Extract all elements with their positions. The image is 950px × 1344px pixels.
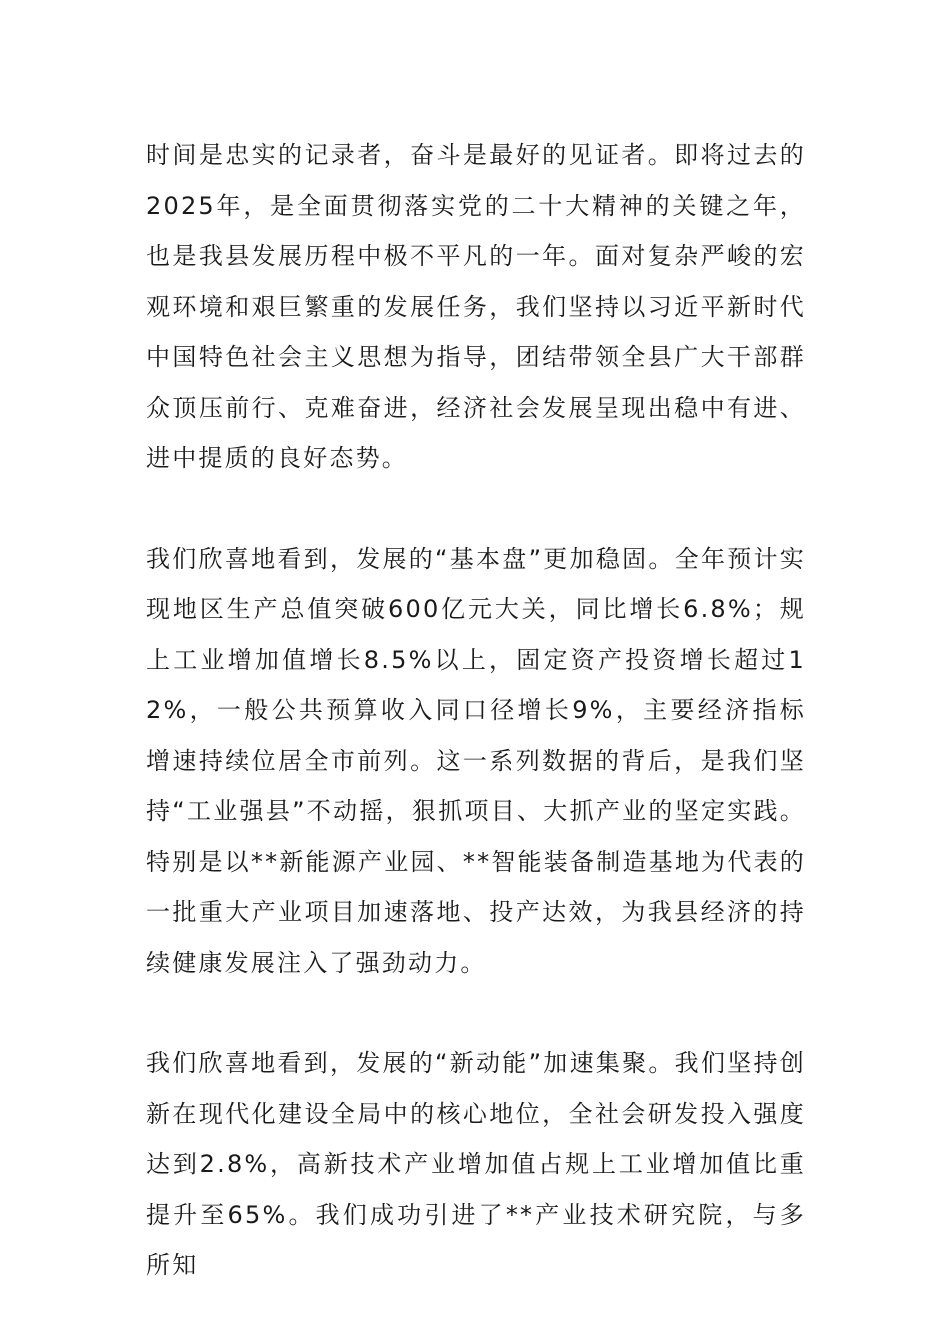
paragraph-economic-base: 我们欣喜地看到，发展的“基本盘”更加稳固。全年预计实现地区生产总值突破600亿元大关，同比增长6.8%；规上工业增加值增长8.5%以上，固定资产投资增长超过12%，一般公共预算收入同口径增长9%，主要经济指标增速持续位居全市前列。这一系列数据的背后，是我们坚持“工业强县”不动摇，狠抓项目、大抓产业的坚定实践。特别是以**新能源产业园、**智能装备制造基地为代表的一批重大产业项目加速落地、投产达效，为我县经济的持续健康发展注入了强劲动力。 [146,544,806,977]
paragraph-new-momentum: 我们欣喜地看到，发展的“新动能”加速集聚。我们坚持创新在现代化建设全局中的核心地位，全社会研发投入强度达到2.8%，高新技术产业增加值占规上工业增加值比重提升至65%。我们成功引进了**产业技术研究院，与多所知 [146,1049,806,1279]
paragraph-opening: 时间是忠实的记录者，奋斗是最好的见证者。即将过去的2025年，是全面贯彻落实党的二十大精神的关键之年，也是我县发展历程中极不平凡的一年。面对复杂严峻的宏观环境和艰巨繁重的发展任务，我们坚持以习近平新时代中国特色社会主义思想为指导，团结带领全县广大干部群众顶压前行、克难奋进，经济社会发展呈现出稳中有进、进中提质的良好态势。 [146,141,806,472]
document-body [146,130,806,1291]
